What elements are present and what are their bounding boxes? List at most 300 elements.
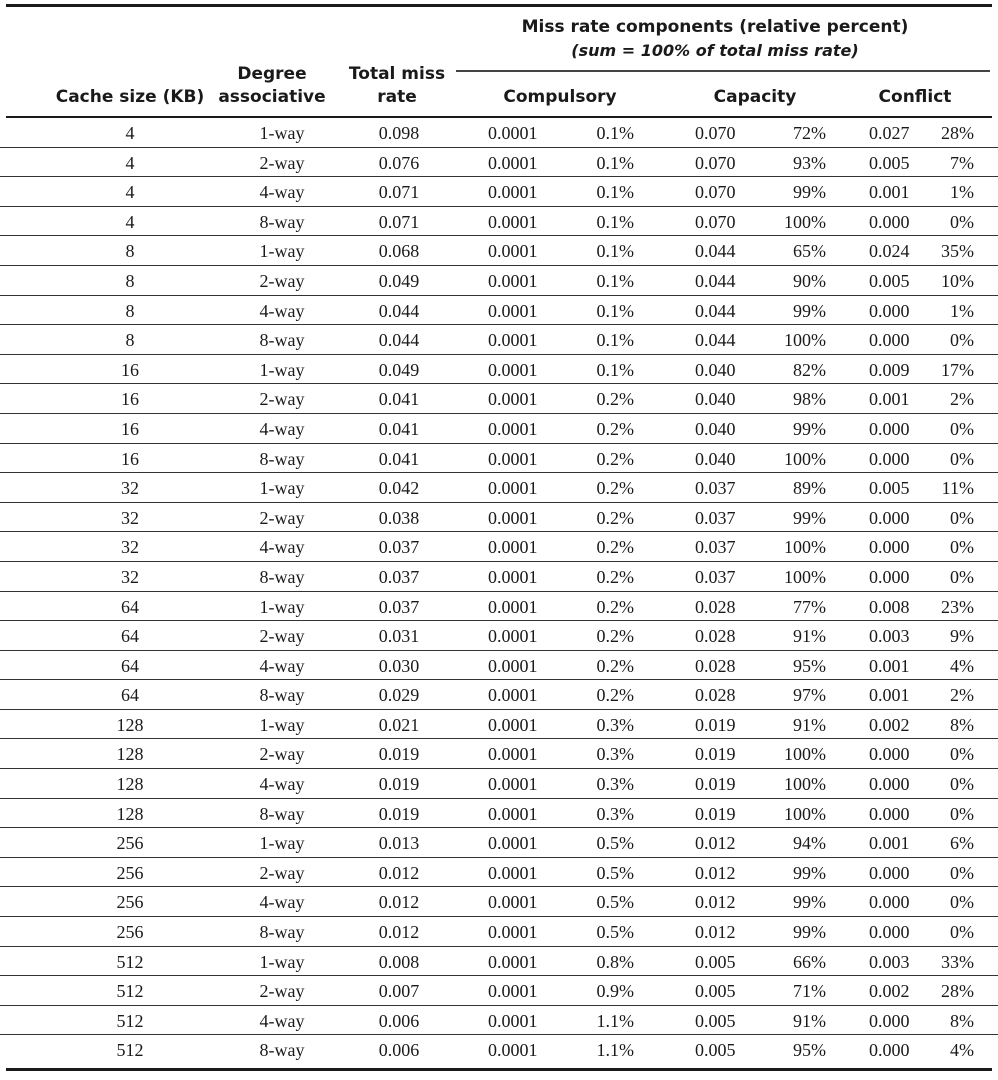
table-row <box>0 621 998 651</box>
table-row <box>0 414 998 444</box>
cell-degree: 8-way <box>259 922 305 943</box>
cell-total-miss-rate: 0.031 <box>378 626 420 647</box>
cell-capacity-percent: 97% <box>793 685 826 706</box>
cell-capacity-value: 0.005 <box>695 951 736 972</box>
cell-capacity-value: 0.019 <box>695 803 736 824</box>
cell-conflict-value: 0.024 <box>869 241 910 262</box>
cell-cache-size: 16 <box>121 389 139 410</box>
cell-capacity-percent: 100% <box>784 448 826 469</box>
cell-compulsory-value: 0.0001 <box>488 359 538 380</box>
cell-capacity-value: 0.028 <box>695 685 736 706</box>
cell-degree: 2-way <box>259 862 305 883</box>
table-row <box>0 148 998 178</box>
cell-compulsory-percent: 1.1% <box>596 1010 634 1031</box>
cell-degree: 2-way <box>259 507 305 528</box>
cell-degree: 4-way <box>259 418 305 439</box>
table-row <box>0 266 998 296</box>
cell-compulsory-percent: 0.1% <box>596 300 634 321</box>
cell-compulsory-percent: 0.3% <box>596 714 634 735</box>
cell-compulsory-percent: 0.1% <box>596 182 634 203</box>
bottom-rule <box>6 1068 992 1071</box>
col-header-capacity: Capacity <box>713 87 797 107</box>
cell-cache-size: 256 <box>116 833 144 854</box>
cell-capacity-value: 0.019 <box>695 744 736 765</box>
cell-compulsory-value: 0.0001 <box>488 566 538 587</box>
cell-compulsory-percent: 0.2% <box>596 478 634 499</box>
group-subtitle: (sum = 100% of total miss rate) <box>571 41 859 60</box>
cell-compulsory-value: 0.0001 <box>488 626 538 647</box>
cell-capacity-value: 0.070 <box>695 123 736 143</box>
cell-compulsory-percent: 0.9% <box>596 981 634 1002</box>
table-row <box>0 947 998 977</box>
cell-cache-size: 256 <box>116 922 144 943</box>
cell-compulsory-percent: 0.3% <box>596 803 634 824</box>
cell-total-miss-rate: 0.029 <box>378 685 420 706</box>
cell-capacity-percent: 90% <box>793 270 826 291</box>
cell-capacity-value: 0.040 <box>695 448 736 469</box>
cell-compulsory-value: 0.0001 <box>488 922 538 943</box>
table-row <box>0 710 998 740</box>
cell-capacity-percent: 100% <box>784 330 826 351</box>
cell-degree: 1-way <box>259 833 305 854</box>
cell-conflict-percent: 0% <box>950 744 974 765</box>
table-row <box>0 503 998 533</box>
cell-degree: 8-way <box>259 448 305 469</box>
cell-compulsory-value: 0.0001 <box>488 182 538 203</box>
cell-degree: 4-way <box>259 1010 305 1031</box>
cell-conflict-value: 0.000 <box>869 774 910 795</box>
cell-cache-size: 32 <box>121 537 139 558</box>
cell-conflict-percent: 0% <box>950 922 974 943</box>
cell-capacity-value: 0.070 <box>695 152 736 173</box>
cell-capacity-percent: 99% <box>793 922 826 943</box>
cell-total-miss-rate: 0.042 <box>378 478 420 499</box>
cell-capacity-percent: 98% <box>793 389 826 410</box>
cell-capacity-percent: 71% <box>793 981 826 1002</box>
col-header-degree-line1: Degree <box>237 64 307 84</box>
cell-total-miss-rate: 0.049 <box>378 270 420 291</box>
cell-capacity-percent: 65% <box>793 241 826 262</box>
cell-conflict-percent: 17% <box>941 359 974 380</box>
cell-total-miss-rate: 0.041 <box>378 448 420 469</box>
cell-conflict-value: 0.003 <box>869 951 910 972</box>
table-row <box>0 858 998 888</box>
cell-capacity-percent: 100% <box>784 211 826 232</box>
cell-conflict-percent: 35% <box>941 241 974 262</box>
cell-degree: 1-way <box>259 714 305 735</box>
cell-conflict-percent: 2% <box>950 685 974 706</box>
cell-total-miss-rate: 0.008 <box>378 951 420 972</box>
cell-capacity-value: 0.005 <box>695 1010 736 1031</box>
table-row <box>0 384 998 414</box>
cell-conflict-value: 0.000 <box>869 566 910 587</box>
cell-capacity-value: 0.005 <box>695 981 736 1002</box>
cell-capacity-percent: 91% <box>793 1010 826 1031</box>
cell-compulsory-percent: 0.2% <box>596 685 634 706</box>
cell-compulsory-value: 0.0001 <box>488 981 538 1002</box>
cell-compulsory-value: 0.0001 <box>488 537 538 558</box>
cell-total-miss-rate: 0.098 <box>378 123 420 143</box>
cell-capacity-value: 0.044 <box>695 241 736 262</box>
cell-compulsory-value: 0.0001 <box>488 448 538 469</box>
cell-cache-size: 8 <box>125 330 135 351</box>
cell-capacity-percent: 100% <box>784 803 826 824</box>
cell-compulsory-percent: 0.1% <box>596 123 634 143</box>
cell-conflict-value: 0.000 <box>869 892 910 913</box>
cell-total-miss-rate: 0.012 <box>378 892 420 913</box>
cell-capacity-percent: 95% <box>793 1040 826 1061</box>
cell-capacity-value: 0.012 <box>695 922 736 943</box>
cell-capacity-percent: 99% <box>793 892 826 913</box>
table-row <box>0 532 998 562</box>
cell-cache-size: 128 <box>116 714 144 735</box>
cell-capacity-percent: 66% <box>793 951 826 972</box>
cell-conflict-value: 0.005 <box>869 152 910 173</box>
table-row <box>0 769 998 799</box>
table-row <box>0 592 998 622</box>
cell-conflict-percent: 0% <box>950 566 974 587</box>
cell-conflict-percent: 1% <box>950 300 974 321</box>
cell-compulsory-percent: 0.5% <box>596 862 634 883</box>
cell-compulsory-value: 0.0001 <box>488 1010 538 1031</box>
cell-total-miss-rate: 0.044 <box>378 330 420 351</box>
cell-compulsory-percent: 0.1% <box>596 359 634 380</box>
cell-capacity-value: 0.012 <box>695 892 736 913</box>
cell-capacity-percent: 72% <box>793 123 826 143</box>
cell-cache-size: 128 <box>116 803 144 824</box>
cell-conflict-percent: 0% <box>950 507 974 528</box>
cell-total-miss-rate: 0.038 <box>378 507 420 528</box>
cell-degree: 1-way <box>259 951 305 972</box>
cell-compulsory-percent: 0.2% <box>596 655 634 676</box>
cell-cache-size: 4 <box>125 182 135 203</box>
cell-compulsory-value: 0.0001 <box>488 892 538 913</box>
cell-capacity-value: 0.040 <box>695 389 736 410</box>
cell-compulsory-value: 0.0001 <box>488 685 538 706</box>
cell-degree: 2-way <box>259 744 305 765</box>
cell-compulsory-value: 0.0001 <box>488 123 538 143</box>
table-row <box>0 1006 998 1036</box>
cell-cache-size: 256 <box>116 892 144 913</box>
cell-degree: 8-way <box>259 1040 305 1061</box>
cell-conflict-percent: 10% <box>941 270 974 291</box>
cell-conflict-percent: 1% <box>950 182 974 203</box>
cell-conflict-value: 0.000 <box>869 418 910 439</box>
cell-conflict-percent: 8% <box>950 714 974 735</box>
cell-conflict-percent: 0% <box>950 418 974 439</box>
cell-capacity-value: 0.037 <box>695 478 736 499</box>
cell-conflict-percent: 0% <box>950 537 974 558</box>
cell-degree: 8-way <box>259 330 305 351</box>
cell-capacity-value: 0.019 <box>695 774 736 795</box>
cell-conflict-percent: 4% <box>950 1040 974 1061</box>
cell-compulsory-percent: 0.3% <box>596 744 634 765</box>
cell-cache-size: 16 <box>121 359 139 380</box>
cell-degree: 2-way <box>259 389 305 410</box>
table-row <box>0 473 998 503</box>
cell-conflict-value: 0.027 <box>869 123 910 143</box>
cell-compulsory-percent: 1.1% <box>596 1040 634 1061</box>
cell-compulsory-value: 0.0001 <box>488 478 538 499</box>
cell-conflict-value: 0.002 <box>869 981 910 1002</box>
cell-compulsory-percent: 0.2% <box>596 566 634 587</box>
cell-degree: 8-way <box>259 566 305 587</box>
cell-compulsory-percent: 0.2% <box>596 448 634 469</box>
cell-conflict-value: 0.000 <box>869 744 910 765</box>
cell-capacity-value: 0.040 <box>695 359 736 380</box>
cell-conflict-percent: 6% <box>950 833 974 854</box>
cell-capacity-percent: 100% <box>784 744 826 765</box>
cell-conflict-percent: 8% <box>950 1010 974 1031</box>
cell-conflict-percent: 4% <box>950 655 974 676</box>
cell-conflict-percent: 23% <box>941 596 974 617</box>
cell-compulsory-percent: 0.2% <box>596 507 634 528</box>
cell-compulsory-percent: 0.1% <box>596 152 634 173</box>
col-header-compulsory: Compulsory <box>503 87 617 107</box>
cell-conflict-percent: 9% <box>950 626 974 647</box>
cell-capacity-percent: 99% <box>793 862 826 883</box>
cell-total-miss-rate: 0.012 <box>378 922 420 943</box>
cell-capacity-percent: 95% <box>793 655 826 676</box>
cell-cache-size: 32 <box>121 507 139 528</box>
cell-capacity-value: 0.070 <box>695 182 736 203</box>
cell-capacity-value: 0.012 <box>695 833 736 854</box>
cell-compulsory-percent: 0.2% <box>596 418 634 439</box>
cell-total-miss-rate: 0.019 <box>378 803 420 824</box>
cell-compulsory-percent: 0.5% <box>596 892 634 913</box>
cell-compulsory-percent: 0.2% <box>596 537 634 558</box>
cell-capacity-percent: 93% <box>793 152 826 173</box>
table-row <box>0 739 998 769</box>
cell-capacity-value: 0.005 <box>695 1040 736 1061</box>
group-title: Miss rate components (relative percent) <box>521 17 909 37</box>
cell-capacity-percent: 100% <box>784 774 826 795</box>
cell-capacity-percent: 91% <box>793 626 826 647</box>
cell-conflict-value: 0.005 <box>869 478 910 499</box>
cell-conflict-percent: 0% <box>950 330 974 351</box>
cell-compulsory-value: 0.0001 <box>488 1040 538 1061</box>
cell-compulsory-value: 0.0001 <box>488 803 538 824</box>
cell-degree: 8-way <box>259 685 305 706</box>
cell-cache-size: 32 <box>121 478 139 499</box>
cell-capacity-percent: 100% <box>784 566 826 587</box>
cell-capacity-percent: 89% <box>793 478 826 499</box>
cell-capacity-value: 0.044 <box>695 270 736 291</box>
cell-conflict-value: 0.000 <box>869 922 910 943</box>
cell-cache-size: 512 <box>116 981 144 1002</box>
cell-conflict-value: 0.000 <box>869 862 910 883</box>
cell-degree: 2-way <box>259 626 305 647</box>
cell-cache-size: 8 <box>125 270 135 291</box>
cell-degree: 1-way <box>259 596 305 617</box>
table-row <box>0 296 998 326</box>
cell-cache-size: 32 <box>121 566 139 587</box>
table-row <box>0 887 998 917</box>
cell-capacity-percent: 99% <box>793 507 826 528</box>
cell-conflict-value: 0.008 <box>869 596 910 617</box>
cell-cache-size: 64 <box>121 596 139 617</box>
cell-conflict-value: 0.000 <box>869 330 910 351</box>
cell-conflict-percent: 2% <box>950 389 974 410</box>
cell-compulsory-percent: 0.2% <box>596 596 634 617</box>
cell-degree: 2-way <box>259 270 305 291</box>
cell-cache-size: 4 <box>125 211 135 232</box>
cell-capacity-value: 0.037 <box>695 537 736 558</box>
cell-conflict-value: 0.000 <box>869 448 910 469</box>
cell-capacity-value: 0.044 <box>695 300 736 321</box>
cell-compulsory-value: 0.0001 <box>488 744 538 765</box>
col-header-cache-size: Cache size (KB) <box>55 87 205 107</box>
cell-cache-size: 4 <box>125 123 135 143</box>
cell-cache-size: 256 <box>116 862 144 883</box>
cell-compulsory-value: 0.0001 <box>488 833 538 854</box>
cell-conflict-value: 0.000 <box>869 1040 910 1061</box>
cell-degree: 2-way <box>259 152 305 173</box>
cell-degree: 4-way <box>259 655 305 676</box>
cell-conflict-value: 0.001 <box>869 833 910 854</box>
cell-capacity-value: 0.012 <box>695 862 736 883</box>
cell-conflict-percent: 0% <box>950 803 974 824</box>
cell-total-miss-rate: 0.044 <box>378 300 420 321</box>
cell-conflict-value: 0.005 <box>869 270 910 291</box>
cell-compulsory-value: 0.0001 <box>488 241 538 262</box>
cell-conflict-value: 0.001 <box>869 389 910 410</box>
cell-total-miss-rate: 0.006 <box>378 1040 420 1061</box>
table-row <box>0 325 998 355</box>
cell-degree: 1-way <box>259 478 305 499</box>
cell-conflict-value: 0.000 <box>869 300 910 321</box>
table-row <box>0 444 998 474</box>
cell-capacity-value: 0.028 <box>695 655 736 676</box>
cell-compulsory-value: 0.0001 <box>488 596 538 617</box>
cell-conflict-percent: 7% <box>950 152 974 173</box>
cell-conflict-percent: 11% <box>941 478 974 499</box>
cell-total-miss-rate: 0.037 <box>378 537 420 558</box>
cell-total-miss-rate: 0.071 <box>378 182 420 203</box>
cell-degree: 1-way <box>259 241 305 262</box>
top-rule <box>6 4 992 7</box>
cell-capacity-value: 0.019 <box>695 714 736 735</box>
cell-compulsory-value: 0.0001 <box>488 152 538 173</box>
cell-cache-size: 64 <box>121 685 139 706</box>
cell-compulsory-percent: 0.8% <box>596 951 634 972</box>
table-row <box>0 680 998 710</box>
cell-conflict-value: 0.000 <box>869 537 910 558</box>
cell-total-miss-rate: 0.037 <box>378 596 420 617</box>
cell-capacity-value: 0.070 <box>695 211 736 232</box>
col-header-total-line1: Total miss <box>348 64 446 84</box>
cell-total-miss-rate: 0.037 <box>378 566 420 587</box>
cell-compulsory-value: 0.0001 <box>488 507 538 528</box>
cell-compulsory-percent: 0.3% <box>596 774 634 795</box>
cell-cache-size: 8 <box>125 241 135 262</box>
table-row <box>0 828 998 858</box>
cell-capacity-value: 0.040 <box>695 418 736 439</box>
cell-compulsory-value: 0.0001 <box>488 389 538 410</box>
cell-capacity-value: 0.028 <box>695 626 736 647</box>
cell-conflict-percent: 33% <box>941 951 974 972</box>
cell-cache-size: 16 <box>121 418 139 439</box>
cell-conflict-value: 0.000 <box>869 1010 910 1031</box>
cell-compulsory-percent: 0.1% <box>596 211 634 232</box>
cell-total-miss-rate: 0.013 <box>378 833 420 854</box>
cell-conflict-percent: 28% <box>941 981 974 1002</box>
cell-conflict-percent: 0% <box>950 862 974 883</box>
table-body <box>0 118 998 1065</box>
cell-compulsory-percent: 0.1% <box>596 241 634 262</box>
cell-compulsory-value: 0.0001 <box>488 300 538 321</box>
table-row <box>0 118 998 148</box>
cell-capacity-value: 0.037 <box>695 507 736 528</box>
cell-degree: 4-way <box>259 300 305 321</box>
cell-conflict-value: 0.002 <box>869 714 910 735</box>
cell-degree: 8-way <box>259 211 305 232</box>
cell-cache-size: 128 <box>116 774 144 795</box>
cell-compulsory-value: 0.0001 <box>488 862 538 883</box>
cell-compulsory-value: 0.0001 <box>488 270 538 291</box>
cell-capacity-percent: 91% <box>793 714 826 735</box>
cell-cache-size: 4 <box>125 152 135 173</box>
cell-degree: 2-way <box>259 981 305 1002</box>
cell-compulsory-percent: 0.2% <box>596 389 634 410</box>
cell-degree: 4-way <box>259 892 305 913</box>
cell-conflict-value: 0.009 <box>869 359 910 380</box>
cell-capacity-value: 0.044 <box>695 330 736 351</box>
table-row <box>0 1035 998 1065</box>
cell-conflict-value: 0.001 <box>869 685 910 706</box>
cell-degree: 1-way <box>259 359 305 380</box>
table-row <box>0 799 998 829</box>
cell-conflict-percent: 0% <box>950 774 974 795</box>
cell-degree: 1-way <box>259 123 305 143</box>
cell-degree: 4-way <box>259 537 305 558</box>
table-row <box>0 236 998 266</box>
cell-capacity-percent: 77% <box>793 596 826 617</box>
cell-cache-size: 8 <box>125 300 135 321</box>
cell-total-miss-rate: 0.019 <box>378 774 420 795</box>
table-row <box>0 917 998 947</box>
cell-total-miss-rate: 0.076 <box>378 152 420 173</box>
cell-total-miss-rate: 0.071 <box>378 211 420 232</box>
cell-conflict-percent: 0% <box>950 211 974 232</box>
cell-degree: 4-way <box>259 182 305 203</box>
cell-compulsory-percent: 0.2% <box>596 626 634 647</box>
cell-compulsory-percent: 0.1% <box>596 330 634 351</box>
cell-compulsory-value: 0.0001 <box>488 330 538 351</box>
cell-conflict-percent: 0% <box>950 448 974 469</box>
cell-total-miss-rate: 0.019 <box>378 744 420 765</box>
cell-total-miss-rate: 0.068 <box>378 241 420 262</box>
cell-conflict-value: 0.003 <box>869 626 910 647</box>
cell-compulsory-percent: 0.5% <box>596 833 634 854</box>
cell-cache-size: 64 <box>121 655 139 676</box>
table-row <box>0 355 998 385</box>
cell-conflict-value: 0.000 <box>869 507 910 528</box>
cell-total-miss-rate: 0.041 <box>378 389 420 410</box>
cell-capacity-percent: 100% <box>784 537 826 558</box>
cell-conflict-value: 0.000 <box>869 803 910 824</box>
table-row <box>0 177 998 207</box>
cell-total-miss-rate: 0.021 <box>378 714 420 735</box>
cell-capacity-percent: 99% <box>793 182 826 203</box>
table-row <box>0 207 998 237</box>
cell-total-miss-rate: 0.030 <box>378 655 420 676</box>
cell-capacity-value: 0.028 <box>695 596 736 617</box>
cell-compulsory-percent: 0.1% <box>596 270 634 291</box>
cell-cache-size: 16 <box>121 448 139 469</box>
cell-conflict-value: 0.001 <box>869 182 910 203</box>
cell-degree: 8-way <box>259 803 305 824</box>
